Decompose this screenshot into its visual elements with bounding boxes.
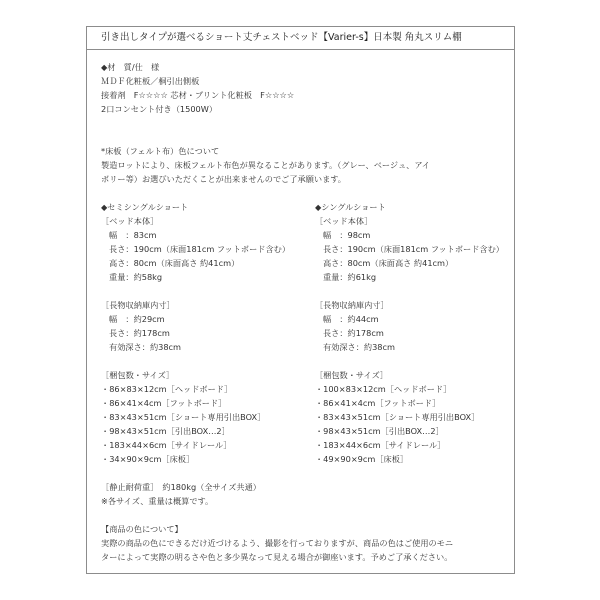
package-line: ・98×43×51cm［引出BOX…2］ xyxy=(314,426,444,436)
bed-spec-line: 長さ：190cm（床面181cm フットボード含む） xyxy=(322,244,504,254)
material-line: 2口コンセント付き（1500W） xyxy=(101,104,218,114)
weight-note: ※各サイズ、重量は概算です。 xyxy=(101,496,214,506)
package-line: ・83×43×51cm［ショート専用引出BOX］ xyxy=(101,412,266,422)
semi-single-heading: ◆セミシングルショート xyxy=(101,202,189,212)
package-line: ・86×41×4cm［フットボード］ xyxy=(101,398,227,408)
spec-content xyxy=(101,60,504,564)
single-column xyxy=(315,200,504,466)
bed-spec-line: 重量：約61kg xyxy=(322,272,377,282)
floor-note-line: 製造ロットにより、床板フェルト布色が異なることがあります。（グレー、ベージュ、アイ xyxy=(101,160,430,170)
floor-note-line: ボリー等）お選びいただくことが出来ませんのでご了承願います。 xyxy=(101,174,346,184)
package-line: ・83×43×51cm［ショート専用引出BOX］ xyxy=(314,412,480,422)
package-label: ［梱包数・サイズ］ xyxy=(314,370,388,380)
bed-spec-line: 高さ：80cm（床面高さ 約41cm） xyxy=(322,258,454,268)
package-line: ・86×83×12cm［ヘッドボード］ xyxy=(101,384,233,394)
spec-panel xyxy=(86,26,515,574)
package-line: ・98×43×51cm［引出BOX…2］ xyxy=(101,426,230,436)
storage-line: 有効深さ：約38cm xyxy=(109,342,182,352)
bed-body-label: ［ベッド本体］ xyxy=(314,216,373,226)
material-heading: ◆材 質/仕 様 xyxy=(101,62,160,72)
color-note-line: ターによって実際の明るさや色と多少異なって見える場合が御座います。予めご了承ください。 xyxy=(101,552,453,562)
semi-single-column xyxy=(101,200,315,466)
storage-line: 幅 ：約29cm xyxy=(109,314,165,324)
bed-spec-line: 重量：約58kg xyxy=(109,272,163,282)
package-line: ・100×83×12cm［ヘッドボード］ xyxy=(314,384,452,394)
package-line: ・86×41×4cm［フットボード］ xyxy=(314,398,441,408)
color-note-line: 実際の商品の色にできるだけ近づけるよう、撮影を行っておりますが、商品の色はご使用のモニ xyxy=(101,538,454,548)
storage-line: 有効深さ：約38cm xyxy=(322,342,395,352)
storage-label: ［長物収納庫内寸］ xyxy=(314,300,389,310)
storage-line: 長さ：約178cm xyxy=(109,328,170,338)
product-title: 引き出しタイプが選べるショート丈チェストベッド【Varier-s】日本製 角丸スリム棚 xyxy=(87,27,514,50)
storage-line: 幅 ：約44cm xyxy=(322,314,379,324)
color-note-heading: 【商品の色について】 xyxy=(101,524,183,534)
bed-spec-line: 長さ：190cm（床面181cm フットボード含む） xyxy=(109,244,291,254)
package-line: ・34×90×9cm［床板］ xyxy=(101,454,195,464)
bed-body-label: ［ベッド本体］ xyxy=(101,216,159,226)
single-heading: ◆シングルショート xyxy=(314,202,386,212)
package-line: ・183×44×6cm［サイドレール］ xyxy=(101,440,232,450)
bed-spec-line: 幅 ：98cm xyxy=(322,230,371,240)
bed-spec-line: 高さ：80cm（床面高さ 約41cm） xyxy=(109,258,240,268)
package-line: ・183×44×6cm［サイドレール］ xyxy=(314,440,446,450)
storage-label: ［長物収納庫内寸］ xyxy=(101,300,175,310)
size-columns xyxy=(101,200,504,466)
package-label: ［梱包数・サイズ］ xyxy=(101,370,175,380)
bed-spec-line: 幅 ：83cm xyxy=(109,230,157,240)
material-line: ＭＤＦ化粧板／桐引出側板 xyxy=(101,76,200,86)
package-line: ・49×90×9cm［床板］ xyxy=(314,454,409,464)
static-load-line: ［静止耐荷重］ 約180kg（全サイズ共通） xyxy=(101,482,261,492)
floor-note-heading: *床板（フェルト布）色について xyxy=(101,146,220,156)
material-line: 接着剤 F☆☆☆☆ 芯材・プリント化粧板 F☆☆☆☆ xyxy=(101,90,295,100)
storage-line: 長さ：約178cm xyxy=(322,328,384,338)
